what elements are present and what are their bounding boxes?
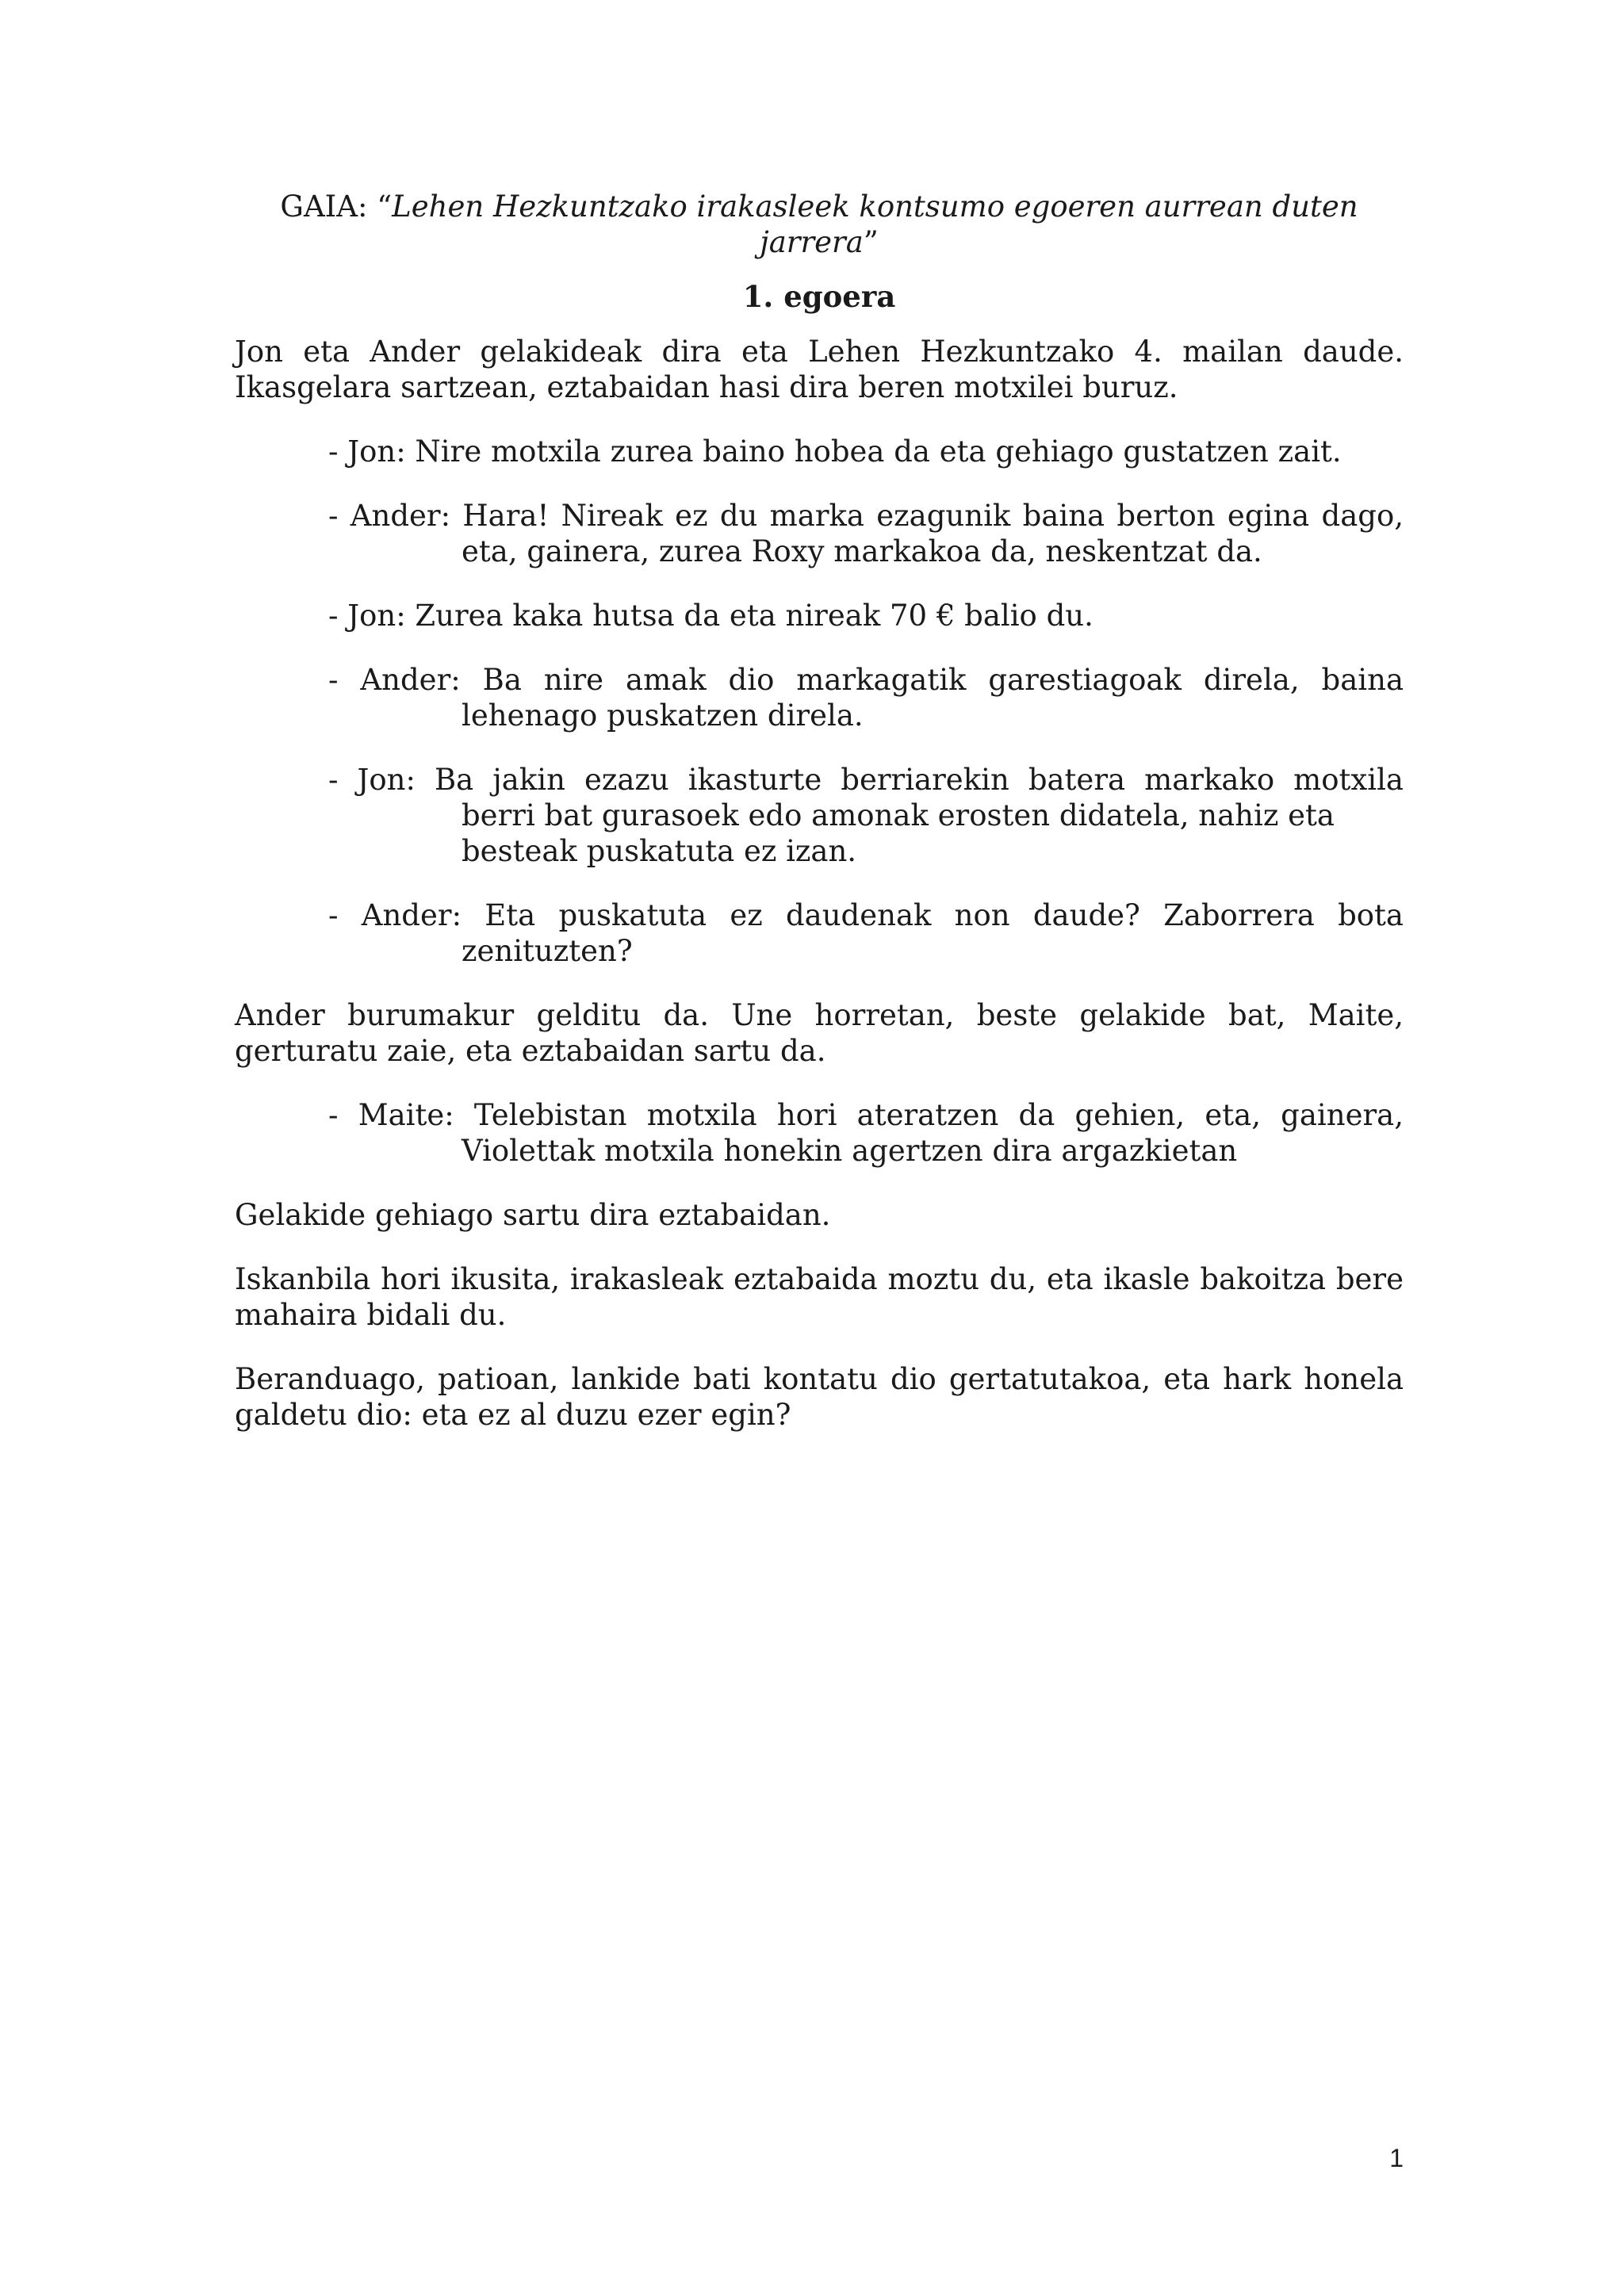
title-italic-line-1: Lehen Hezkuntzako irakasleek kontsumo egoeren aurrean duten <box>392 189 1358 224</box>
dialogue-entry <box>235 762 1404 869</box>
dialogue-first-line: - Jon: Nire motxila zurea baino hobea da eta gehiago gustatzen zait. <box>328 434 1342 469</box>
dialogue-entry <box>235 434 1404 469</box>
dialogue-first-line: - Ander: Hara! Nireak ez du marka ezagunik baina berton egina dago, <box>328 499 1404 533</box>
dialogue-continuation-line: besteak puskatuta ez izan. <box>462 834 857 868</box>
dialogue-first-line: - Jon: Zurea kaka hutsa da eta nireak 70 € balio du. <box>328 599 1094 633</box>
dialogue-entry <box>235 662 1404 733</box>
dialogue-first-line: - Ander: Eta puskatuta ez daudenak non daude? Zaborrera bota <box>328 898 1404 932</box>
dialogue-first-line: - Maite: Telebistan motxila hori ateratzen da gehien, eta, gainera, <box>328 1098 1404 1132</box>
dialogue-entry <box>235 498 1404 569</box>
title-line-2 <box>235 224 1404 260</box>
dialogue-entry <box>235 598 1404 633</box>
middle-paragraph <box>235 997 1404 1069</box>
closing-paragraph <box>235 1361 1404 1433</box>
document-title <box>235 189 1404 260</box>
title-open-quote: “ <box>377 189 393 224</box>
closing-paragraph <box>235 1261 1404 1333</box>
intro-paragraph-line: Ikasgelara sartzean, eztabaidan hasi dira beren motxilei buruz. <box>235 370 1178 404</box>
closing-paragraph <box>235 1197 1404 1233</box>
closing-paragraph-line: mahaira bidali du. <box>235 1298 507 1332</box>
dialogue-entry <box>235 1097 1404 1169</box>
middle-paragraph-line: gerturatu zaie, eta eztabaidan sartu da. <box>235 1034 826 1068</box>
closing-paragraph-line: galdetu dio: eta ez al duzu ezer egin? <box>235 1398 791 1432</box>
dialogue-continuation-line: Violettak motxila honekin agertzen dira argazkietan <box>462 1134 1238 1168</box>
closing-paragraph-line: Iskanbila hori ikusita, irakasleak eztabaida moztu du, eta ikasle bakoitza bere <box>235 1262 1404 1296</box>
document-page <box>235 189 1404 1461</box>
title-close-quote: ” <box>863 225 879 259</box>
page-number: 1 <box>1389 2144 1404 2172</box>
closing-paragraph-line: Beranduago, patioan, lankide bati kontatu dio gertatutakoa, eta hark honela <box>235 1362 1404 1396</box>
dialogue-entry <box>235 897 1404 969</box>
title-label: GAIA: <box>280 189 377 224</box>
dialogue-first-line: - Jon: Ba jakin ezazu ikasturte berriarekin batera markako motxila <box>328 763 1404 797</box>
dialogue-continuation-line: zenituzten? <box>462 934 633 968</box>
closing-paragraph-line: Gelakide gehiago sartu dira eztabaidan. <box>235 1198 831 1232</box>
dialogue-continuation-line: berri bat gurasoek edo amonak erosten didatela, nahiz eta <box>462 798 1335 832</box>
title-line-1 <box>235 189 1404 224</box>
intro-paragraph-line: Jon eta Ander gelakideak dira eta Lehen Hezkuntzako 4. mailan daude. <box>235 335 1404 369</box>
dialogue-first-line: - Ander: Ba nire amak dio markagatik garestiagoak direla, baina <box>328 663 1404 697</box>
title-italic-line-2: jarrera <box>760 225 864 259</box>
middle-paragraph-line: Ander burumakur gelditu da. Une horretan, beste gelakide bat, Maite, <box>235 998 1404 1032</box>
section-heading: 1. egoera <box>742 279 896 314</box>
document-body <box>235 334 1404 1433</box>
dialogue-continuation-line: lehenago puskatzen direla. <box>462 698 864 733</box>
intro-paragraph <box>235 334 1404 405</box>
dialogue-continuation-line: eta, gainera, zurea Roxy markakoa da, neskentzat da. <box>462 534 1262 568</box>
